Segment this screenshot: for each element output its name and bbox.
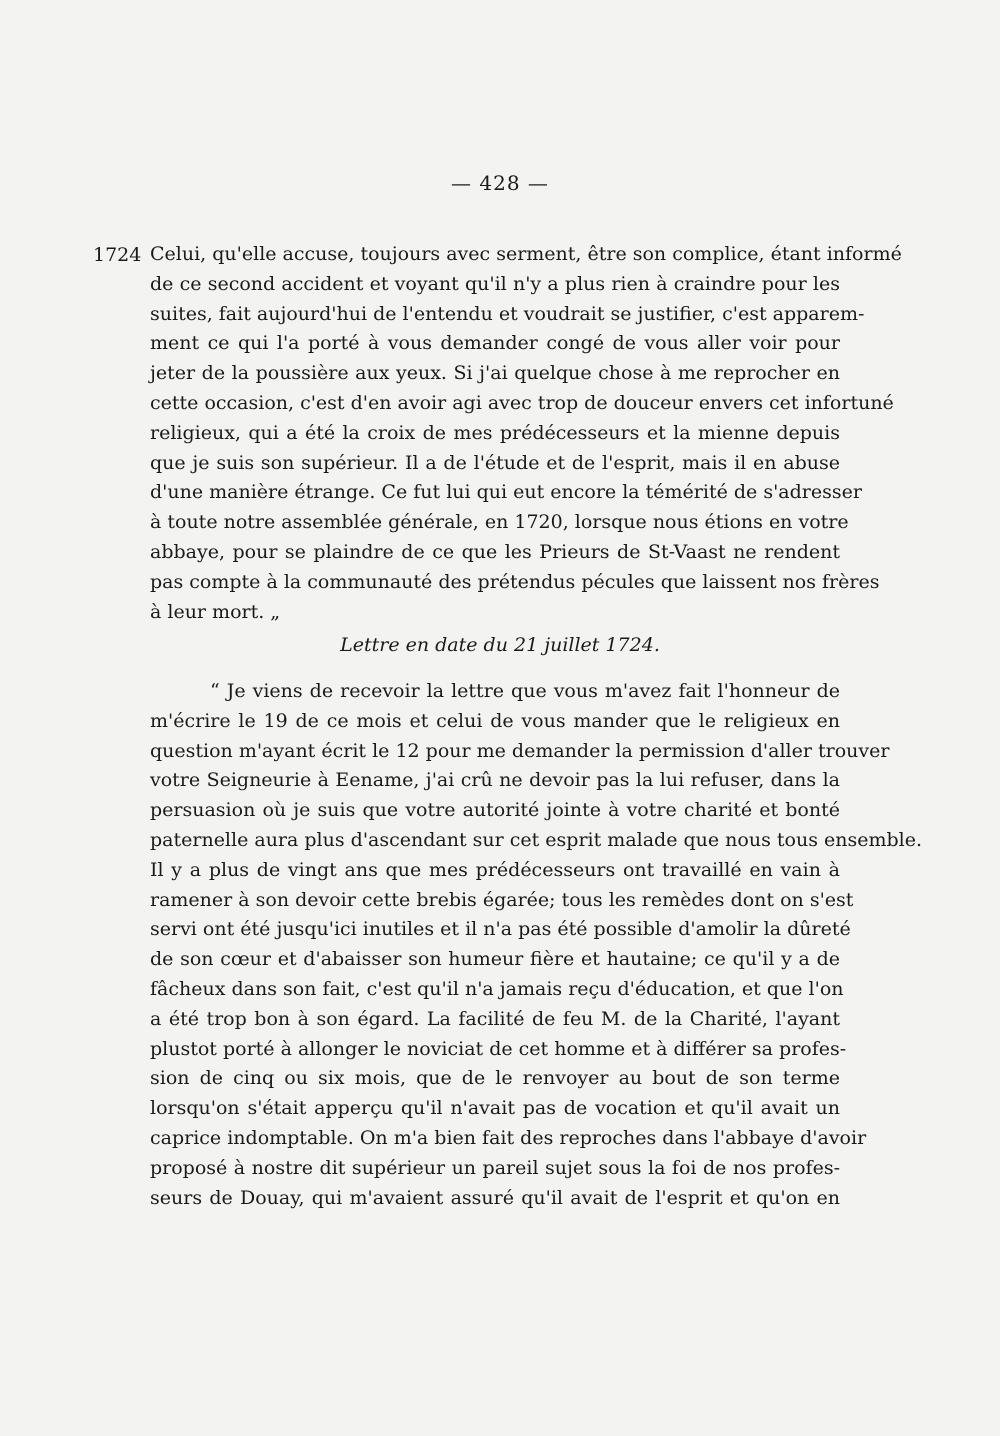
text-line: ramener à son devoir cette brebis égarée; tous les remèdes dont on s'est [150,888,854,911]
text-line: d'une manière étrange. Ce fut lui qui eut encore la témérité de s'adresser [150,481,862,504]
text-line: paternelle aura plus d'ascendant sur cet esprit malade que nous tous ensemble. [150,828,922,851]
text-line: plustot porté à allonger le noviciat de cet homme et à différer sa profes- [150,1037,847,1060]
paragraph-2 [150,677,922,1213]
page-number: — 428 — [451,171,549,195]
text-line: religieux, qui a été la croix de mes prédécesseurs et la mienne depuis [150,421,840,444]
text-line: caprice indomptable. On m'a bien fait des reproches dans l'abbaye d'avoir [150,1126,867,1149]
text-line: pas compte à la communauté des prétendus pécules que laissent nos frères [150,570,880,593]
text-line: sion de cinq ou six mois, que de le renvoyer au bout de son terme [150,1067,840,1090]
text-line: question m'ayant écrit le 12 pour me demander la permission d'aller trouver [150,739,890,762]
text-line: a été trop bon à son égard. La facilité de feu M. de la Charité, l'ayant [150,1007,840,1030]
text-line: votre Seigneurie à Eename, j'ai crû ne devoir pas la lui refuser, dans la [150,769,840,792]
text-line: fâcheux dans son fait, c'est qu'il n'a jamais reçu d'éducation, et que l'on [150,977,844,1000]
text-line: de ce second accident et voyant qu'il n'y a plus rien à craindre pour les [150,272,840,295]
text-line: que je suis son supérieur. Il a de l'étude et de l'esprit, mais il en abuse [150,451,840,474]
paragraph-1 [150,240,902,627]
text-line: suites, fait aujourd'hui de l'entendu et voudrait se justifier, c'est apparem- [150,302,865,325]
text-line: lorsqu'on s'était apperçu qu'il n'avait pas de vocation et qu'il avait un [150,1097,840,1120]
text-line: m'écrire le 19 de ce mois et celui de vous mander que le religieux en [150,709,840,732]
text-line: “ Je viens de recevoir la lettre que vous m'avez fait l'honneur de [210,680,840,702]
text-line: cette occasion, c'est d'en avoir agi avec trop de douceur envers cet infortuné [150,391,894,414]
text-line: Il y a plus de vingt ans que mes prédécesseurs ont travaillé en vain à [150,858,840,881]
letter-heading: Lettre en date du 21 juillet 1724. [340,634,660,656]
text-line: Celui, qu'elle accuse, toujours avec serment, être son complice, étant informé [150,243,902,265]
text-line: proposé à nostre dit supérieur un pareil sujet sous la foi de nos profes- [150,1156,840,1179]
text-line: de son cœur et d'abaisser son humeur fière et hautaine; ce qu'il y a de [150,948,840,971]
text-line: abbaye, pour se plaindre de ce que les Prieurs de St-Vaast ne rendent [150,540,840,563]
text-line: seurs de Douay, qui m'avaient assuré qu'il avait de l'esprit et qu'on en [150,1186,840,1209]
text-line: persuasion où je suis que votre autorité jointe à votre charité et bonté [150,799,840,822]
text-line: jeter de la poussière aux yeux. Si j'ai quelque chose à me reprocher en [150,362,840,385]
margin-year: 1724 [93,244,142,266]
text-line: à toute notre assemblée générale, en 1720, lorsque nous étions en votre [150,511,849,534]
text-line: à leur mort. „ [150,600,281,623]
text-line: ment ce qui l'a porté à vous demander congé de vous aller voir pour [150,332,840,355]
text-line: servi ont été jusqu'ici inutiles et il n'a pas été possible d'amolir la dûreté [150,918,851,941]
